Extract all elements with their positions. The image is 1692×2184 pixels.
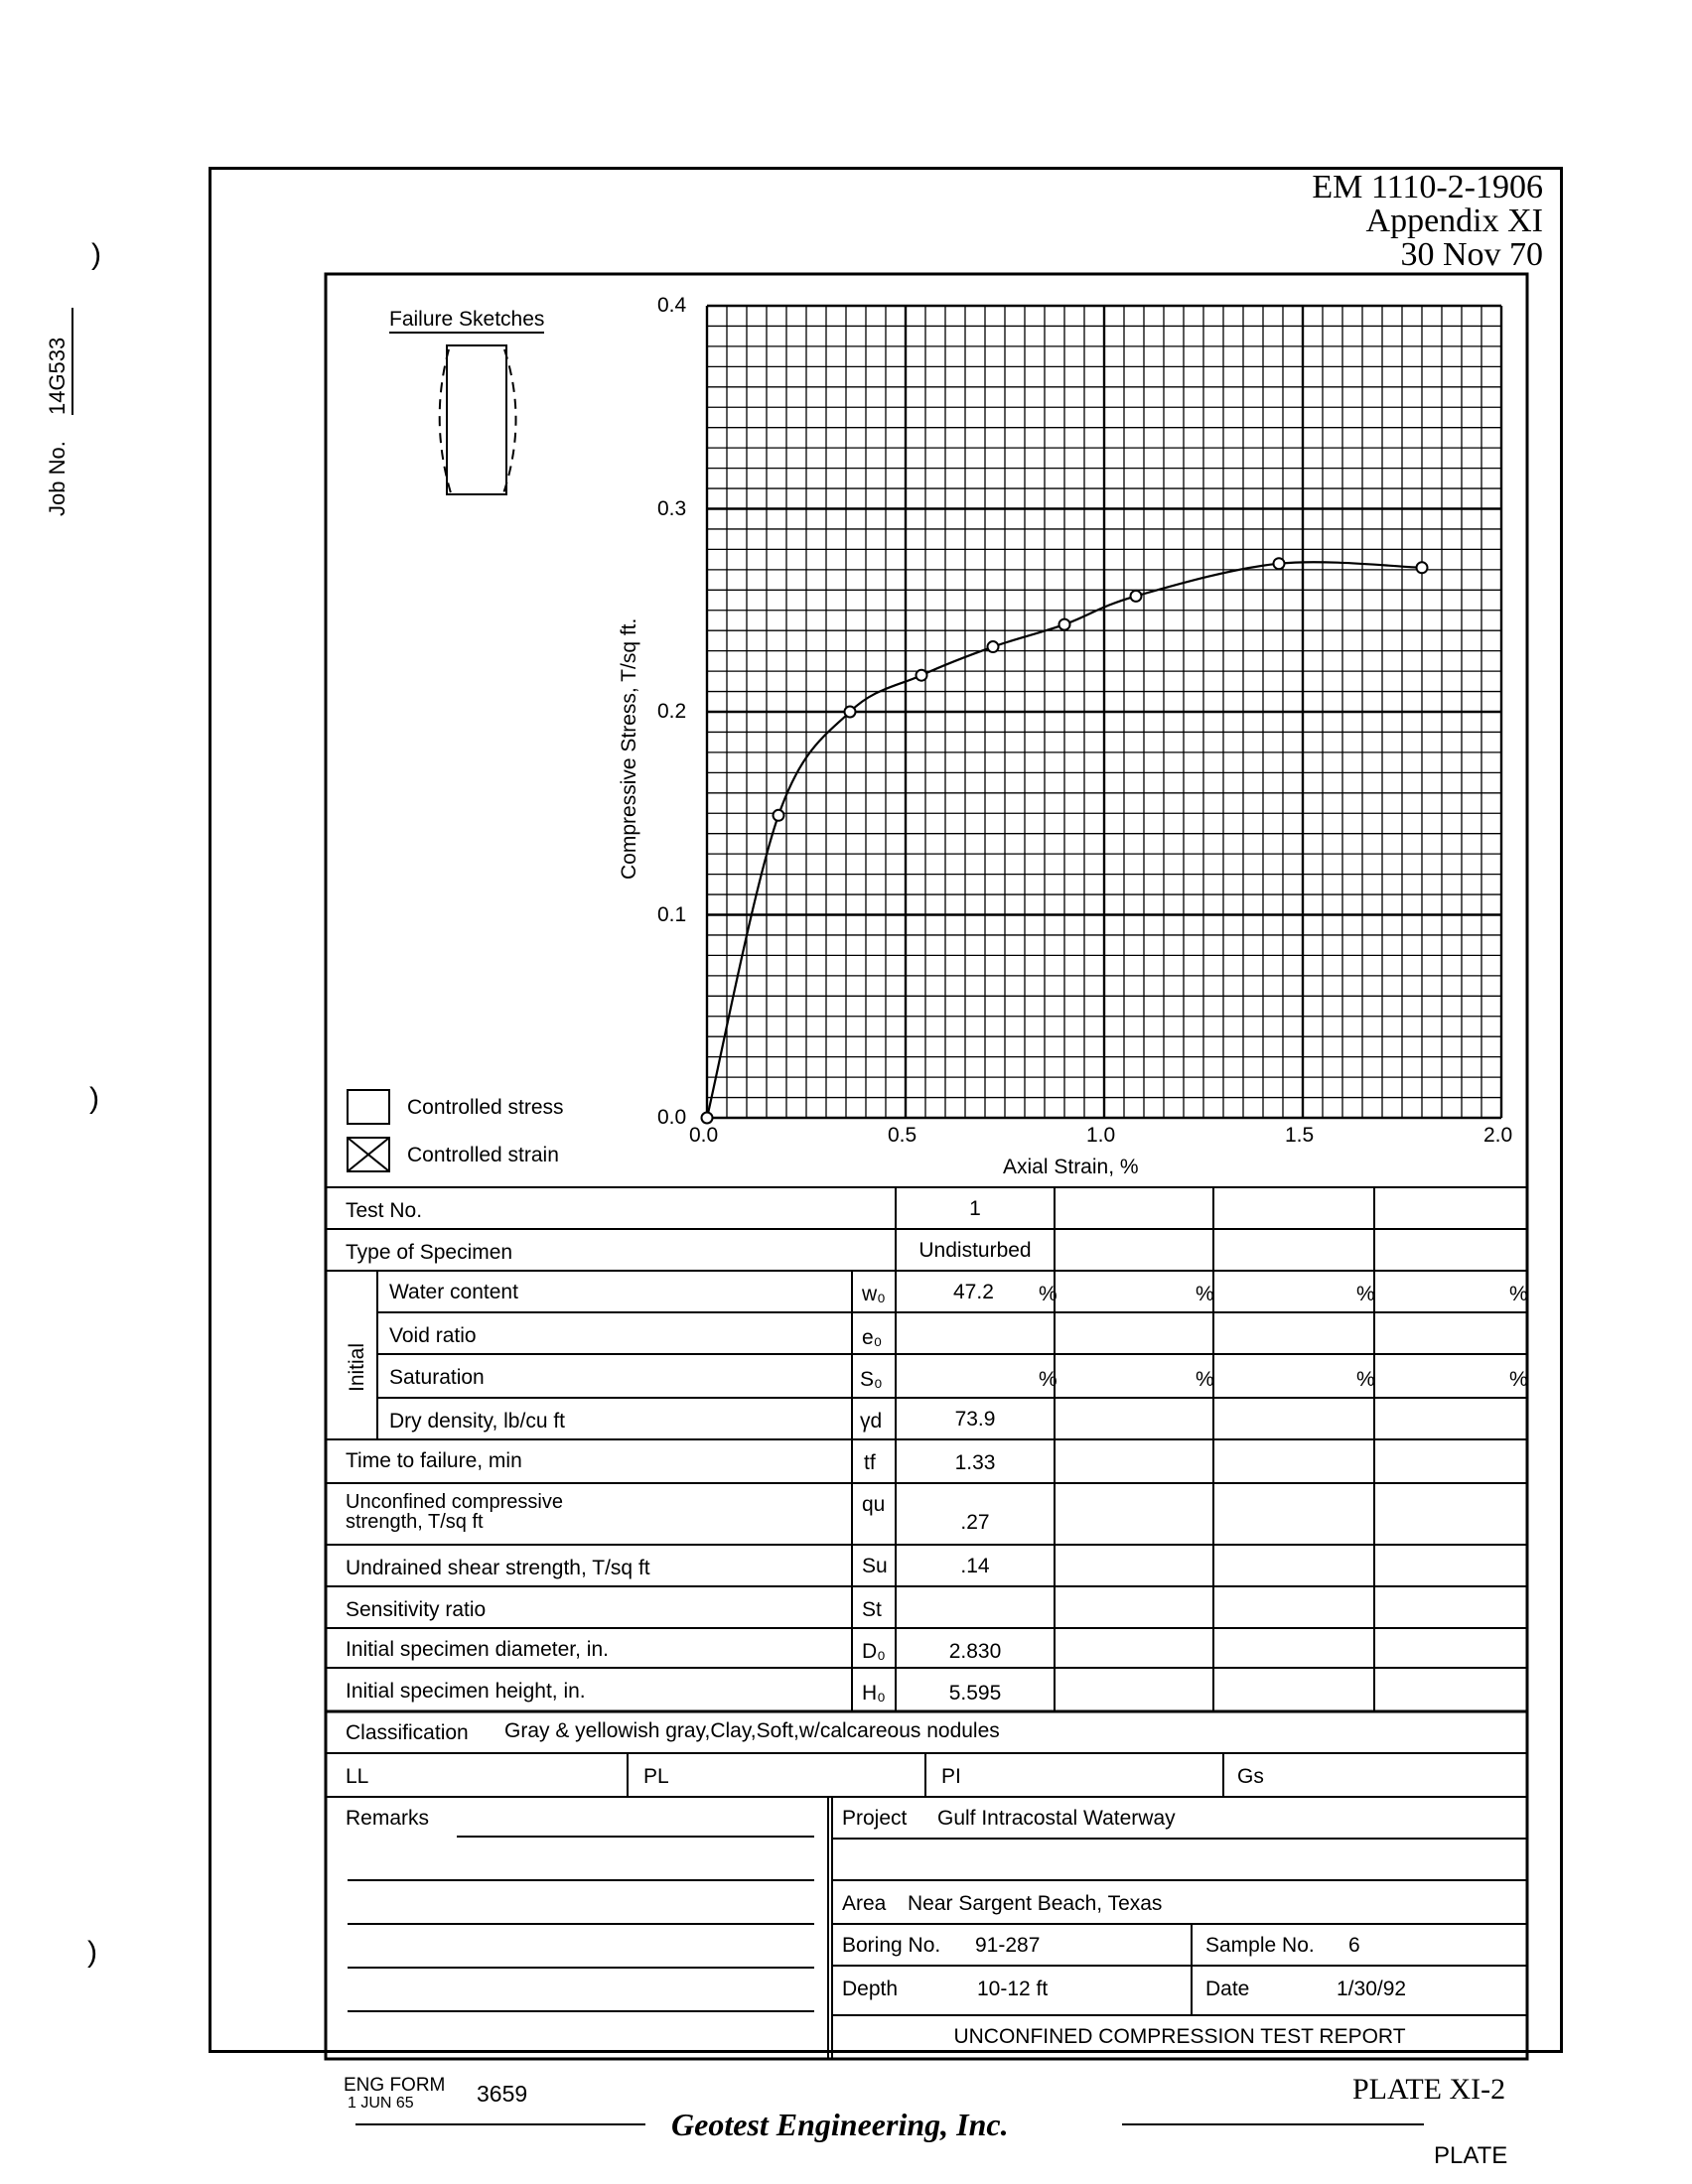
eng-form-line-2: 1 JUN 65 (348, 2095, 414, 2112)
area-label: Area (842, 1892, 887, 1915)
depth-value: 10-12 ft (977, 1978, 1049, 2000)
classification-label: Classification (346, 1721, 469, 1744)
height-symbol: H₀ (862, 1682, 886, 1705)
y-tick-label: 0.3 (657, 496, 687, 520)
margin-mark: ) (89, 1082, 99, 1115)
sensitivity-symbol: St (862, 1598, 882, 1621)
sample-label: Sample No. (1205, 1934, 1315, 1957)
shear-strength-value: .14 (960, 1555, 990, 1577)
classification-value: Gray & yellowish gray,Clay,Soft,w/calcareous nodules (504, 1719, 1000, 1742)
x-tick-label: 2.0 (1483, 1124, 1513, 1147)
x-tick-label: 0.5 (888, 1124, 917, 1147)
data-point (702, 1113, 713, 1124)
sensitivity-label: Sensitivity ratio (346, 1598, 487, 1621)
ucs-label-1: Unconfined compressive (346, 1491, 563, 1513)
dry-density-value: 73.9 (954, 1408, 996, 1431)
gs-label: Gs (1237, 1765, 1264, 1788)
y-axis-label: Compressive Stress, T/sq ft. (618, 617, 640, 880)
y-tick-label: 0.1 (657, 902, 687, 926)
test-no-label: Test No. (346, 1199, 423, 1222)
date-label: Date (1205, 1978, 1250, 2000)
x-tick-label: 0.0 (689, 1124, 719, 1147)
failure-sketches-title: Failure Sketches (389, 308, 544, 334)
water-content-symbol: w₀ (862, 1283, 886, 1305)
data-point (1417, 562, 1428, 573)
void-ratio-symbol: e₀ (862, 1326, 883, 1349)
failure-sketch-specimen (447, 345, 506, 494)
job-label: Job No. (45, 441, 70, 516)
initial-label: Initial (346, 1342, 368, 1392)
controlled-strain-label: Controlled strain (407, 1144, 559, 1166)
sample-value: 6 (1348, 1934, 1360, 1957)
pl-label: PL (643, 1765, 669, 1788)
sat-pct-3: % (1356, 1368, 1375, 1391)
data-point (1274, 558, 1285, 569)
diameter-value: 2.830 (948, 1640, 1002, 1663)
height-label: Initial specimen height, in. (346, 1680, 586, 1703)
eng-form-line-1: ENG FORM (344, 2075, 446, 2096)
data-point (988, 641, 999, 652)
ucs-label-2: strength, T/sq ft (346, 1511, 484, 1533)
y-tick-label: 0.0 (657, 1106, 687, 1129)
water-pct-4: % (1509, 1283, 1528, 1305)
test-no-value: 1 (969, 1197, 981, 1220)
chart-grid (707, 306, 1501, 1118)
time-to-failure-symbol: tf (864, 1451, 876, 1474)
void-ratio-label: Void ratio (389, 1324, 477, 1347)
sat-pct-4: % (1509, 1368, 1528, 1391)
controlled-stress-box (348, 1090, 389, 1124)
y-tick-label: 0.2 (657, 700, 687, 723)
data-point (916, 670, 927, 681)
data-point (845, 707, 856, 718)
shear-strength-label: Undrained shear strength, T/sq ft (346, 1557, 650, 1579)
ll-label: LL (346, 1765, 369, 1788)
diameter-symbol: D₀ (862, 1640, 886, 1663)
company-name: Geotest Engineering, Inc. (671, 2107, 1009, 2142)
water-pct-3: % (1356, 1283, 1375, 1305)
ucs-symbol: qu (862, 1493, 886, 1516)
controlled-strain-cross (348, 1138, 389, 1171)
boring-label: Boring No. (842, 1934, 941, 1957)
report-title: UNCONFINED COMPRESSION TEST REPORT (953, 2025, 1406, 2048)
x-tick-label: 1.0 (1086, 1124, 1116, 1147)
margin-mark: ) (87, 1936, 97, 1969)
time-to-failure-label: Time to failure, min (346, 1449, 522, 1472)
time-to-failure-value: 1.33 (954, 1451, 996, 1474)
dry-density-symbol: γd (860, 1410, 883, 1433)
water-pct-2: % (1196, 1283, 1214, 1305)
sat-pct-1: % (1039, 1368, 1058, 1391)
data-point (1059, 619, 1070, 630)
job-value: 14G533 (45, 308, 73, 415)
margin-mark: ) (91, 238, 101, 271)
sat-pct-2: % (1196, 1368, 1214, 1391)
failure-sketch-bulge (440, 349, 516, 496)
dry-density-label: Dry density, lb/cu ft (389, 1410, 566, 1433)
boring-value: 91-287 (975, 1934, 1041, 1957)
data-point (774, 810, 784, 821)
data-point (1131, 591, 1142, 602)
plate-bottom-label: PLATE (1434, 2142, 1508, 2169)
water-pct-1: % (1039, 1283, 1058, 1305)
diameter-label: Initial specimen diameter, in. (346, 1638, 609, 1661)
remarks-label: Remarks (346, 1807, 430, 1830)
ucs-value: .27 (960, 1511, 990, 1534)
project-label: Project (842, 1807, 908, 1830)
y-tick-label: 0.4 (657, 294, 687, 317)
plate-number: PLATE XI-2 (1352, 2073, 1506, 2106)
saturation-label: Saturation (389, 1366, 485, 1389)
header-line-2: Appendix XI (1365, 203, 1543, 239)
depth-label: Depth (842, 1978, 899, 2000)
controlled-stress-label: Controlled stress (407, 1096, 564, 1119)
specimen-type-label: Type of Specimen (346, 1241, 513, 1264)
water-content-label: Water content (389, 1281, 518, 1303)
x-axis-label: Axial Strain, % (1003, 1156, 1139, 1178)
shear-strength-symbol: Su (862, 1555, 888, 1577)
saturation-symbol: S₀ (860, 1368, 883, 1391)
header-line-1: EM 1110-2-1906 (1312, 169, 1543, 205)
height-value: 5.595 (948, 1682, 1002, 1705)
form-number: 3659 (477, 2081, 528, 2107)
area-value: Near Sargent Beach, Texas (908, 1892, 1163, 1915)
specimen-type-value: Undisturbed (918, 1239, 1032, 1262)
project-value: Gulf Intracostal Waterway (937, 1807, 1176, 1830)
x-tick-label: 1.5 (1285, 1124, 1315, 1147)
header-line-3: 30 Nov 70 (1400, 236, 1543, 273)
water-content-value: 47.2 (953, 1281, 994, 1303)
pi-label: PI (941, 1765, 961, 1788)
date-value: 1/30/92 (1337, 1978, 1407, 2000)
